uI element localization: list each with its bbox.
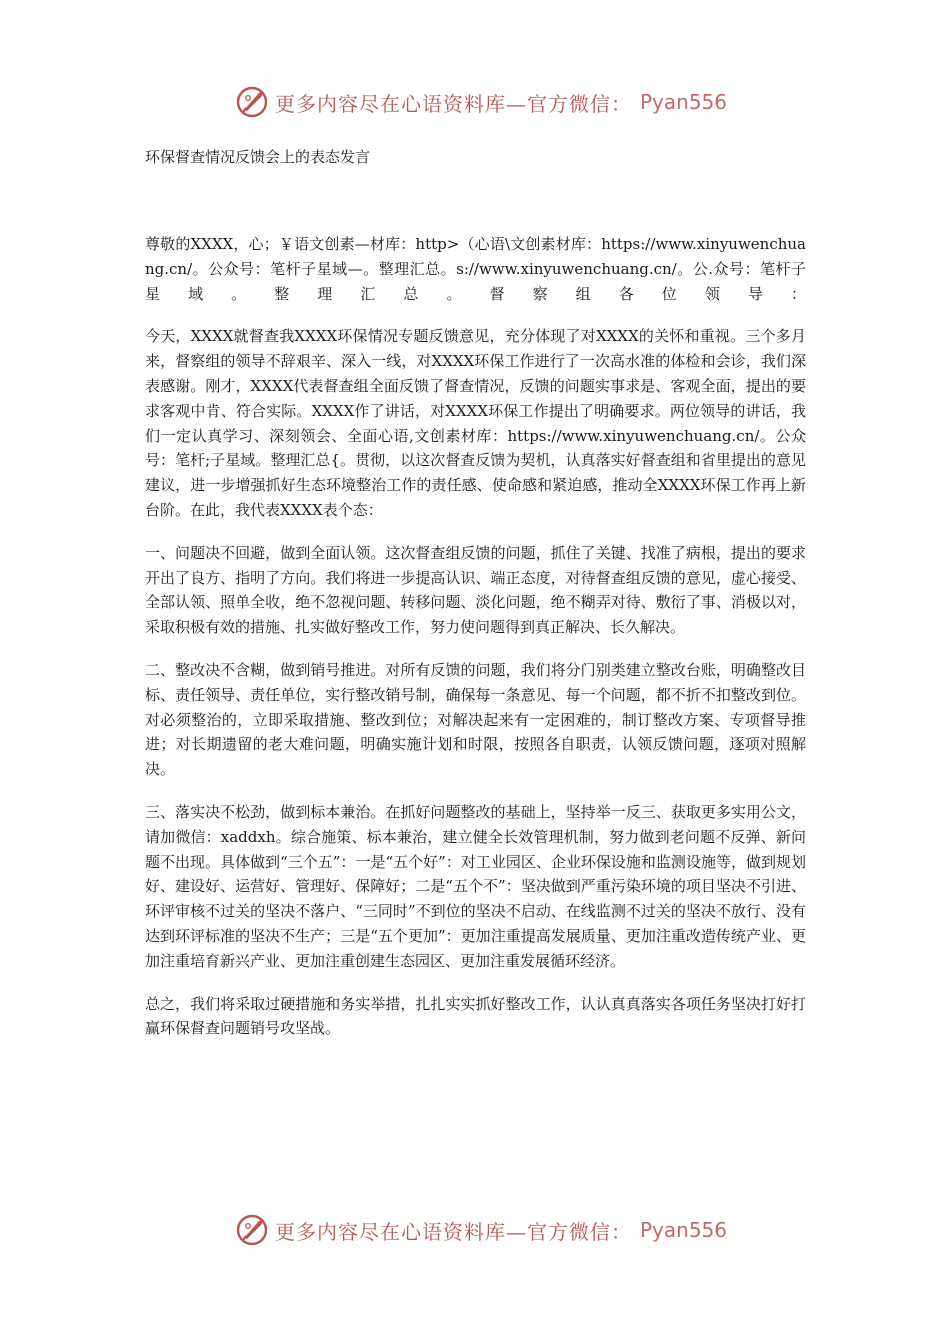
header-banner-inner xyxy=(223,85,727,119)
footer-banner-inner xyxy=(223,1213,727,1247)
header-banner-text: 更多内容尽在心语资料库—官方微信： xyxy=(274,91,632,116)
paragraph-point-one: 一、问题决不回避，做到全面认领。这次督查组反馈的问题，抓住了关键、找准了病根，提出的要求开出了良方、指明了方向。我们将进一步提高认识、端正态度，对待督查组反馈的意见，虚心接受、全部认领、照单全收，绝不忽视问题、转移问题、淡化问题，绝不糊弄对待、敷衍了事、消极以对，采取积极有效的措施、扎实做好整改工作，努力使问题得到真正解决、长久解决。 xyxy=(145,543,806,637)
paragraph-intro: 今天，XXXX就督查我XXXX环保情况专题反馈意见，充分体现了对XXXX的关怀和重视。三个多月来，督察组的领导不辞艰辛、深入一线，对XXXX环保工作进行了一次高水准的体检和会诊，我们深表感谢。刚才，XXXX代表督查组全面反馈了督查情况，反馈的问题实事求是、客观全面，提出的要求客观中肯、符合实际。XXXX作了讲话，对XXXX环保工作提出了明确要求。两位领导的讲话，我们一定认真学习、深刻领会、全面心语,文创素材库：https://www.xinyuwenchuang.cn/。公众号：笔杆;子星域。整理汇总{。贯彻，以这次督查反馈为契机，认真落实好督查组和省里提出的意见建议，进一步增强抓好生态环境整治工作的责任感、使命感和紧迫感，推动全XXXX环保工作再上新台阶。在此，我代表XXXX表个态： xyxy=(145,327,806,519)
quill-pen-logo-icon xyxy=(235,1213,269,1247)
header-banner-wechat-id: Pyan556 xyxy=(639,90,727,114)
paragraph-point-three: 三、落实决不松劲，做到标本兼治。在抓好问题整改的基础上，坚持举一反三、获取更多实用公文，请加微信：xaddxh。综合施策、标本兼治，建立健全长效管理机制，努力做到老问题不反弹、新问题不出现。具体做到“三个五”：一是“五个好”：对工业园区、企业环保设施和监测设施等，做到规划好、建设好、运营好、管理好、保障好；二是“五个不”：坚决做到严重污染环境的项目坚决不引进、环评审核不过关的坚决不落户、“三同时”不到位的坚决不启动、在线监测不过关的坚决不放行、没有达到环评标准的坚决不生产；三是“五个更加”：更加注重提高发展质量、更加注重改造传统产业、更加注重培育新兴产业、更加注重创建生态园区、更加注重发展循环经济。 xyxy=(145,802,806,970)
paragraph-conclusion: 总之，我们将采取过硬措施和务实举措，扎扎实实抓好整改工作，认认真真落实各项任务坚决打好打赢环保督查问题销号攻坚战。 xyxy=(145,994,806,1038)
header-banner xyxy=(0,82,950,122)
footer-banner xyxy=(0,1210,950,1250)
footer-banner-text: 更多内容尽在心语资料库—官方微信： xyxy=(274,1219,632,1244)
paragraph-point-two: 二、整改决不含糊，做到销号推进。对所有反馈的问题，我们将分门别类建立整改台账，明确整改目标、责任领导、责任单位，实行整改销号制，确保每一条意见、每一个问题，都不折不扣整改到位。对必须整治的，立即采取措施、整改到位；对解决起来有一定困难的，制订整改方案、专项督导推进；对长期遗留的老大难问题，明确实施计划和时限，按照各自职责，认领反馈问题，逐项对照解决。 xyxy=(145,660,806,779)
quill-pen-logo-icon xyxy=(235,85,269,119)
footer-banner-wechat-id: Pyan556 xyxy=(639,1218,727,1242)
document-title: 环保督查情况反馈会上的表态发言 xyxy=(145,148,371,166)
paragraph-greeting: 尊敬的XXXX，心；￥语文创素—材库：http>（心语\文创素材库：https://www.xinyuwenchuang.cn/。公众号：笔杆子星域—。整理汇总。s://www.xinyuwenchuang.cn/。公.众号：笔杆子星域。整理汇总。督察组各位领导： xyxy=(145,235,806,303)
document-body xyxy=(145,232,806,1059)
